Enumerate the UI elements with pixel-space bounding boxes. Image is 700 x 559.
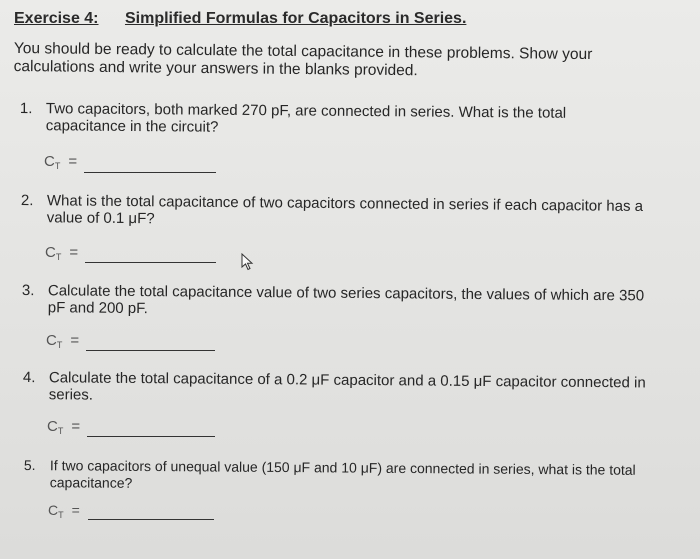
question-1 (19, 100, 660, 136)
question-2 (20, 192, 661, 228)
answer-symbol: C (44, 153, 55, 170)
question-number: 5. (23, 457, 36, 474)
question-text: What is the total capacitance of two capacitors connected in series if each capacitor has a value of 0.1 μF? (46, 192, 644, 228)
exercise-title: Simplified Formulas for Capacitors in Series. (124, 10, 467, 27)
answer-subscript: T (57, 426, 64, 436)
question-number: 3. (21, 282, 35, 300)
answer-blank-5[interactable] (88, 519, 214, 520)
answer-subscript: T (54, 161, 61, 171)
question-3 (21, 282, 662, 318)
question-number: 4. (22, 369, 36, 387)
answer-subscript: T (55, 252, 62, 262)
answer-symbol: C (46, 332, 57, 349)
question-text: Calculate the total capacitance value of two series capacitors, the values of which are 350 pF and 200 pF. (47, 282, 645, 318)
answer-blank-3[interactable] (86, 350, 215, 351)
question-text: If two capacitors of unequal value (150 μF and 10 μF) are connected in series, what is the total capacitance? (49, 457, 636, 491)
exercise-header (14, 10, 466, 28)
exercise-label: Exercise 4: (14, 10, 99, 27)
question-number: 1. (19, 100, 33, 118)
question-text: Calculate the total capacitance of a 0.2 μF capacitor and a 0.15 μF capacitor connected in series. (48, 369, 646, 404)
question-number: 2. (20, 192, 34, 210)
answer-symbol: C (45, 244, 56, 261)
answer-equals: = (70, 332, 80, 349)
answer-subscript: T (58, 510, 64, 520)
answer-equals: = (71, 502, 80, 518)
question-text: Two capacitors, both marked 270 pF, are connected in series. What is the total capacitance in the circuit? (45, 100, 567, 136)
instructions: You should be ready to calculate the total capacitance in these problems. Show your calculations and write your answers in the blanks provided. (13, 40, 593, 80)
answer-blank-1[interactable] (84, 172, 216, 173)
mouse-pointer-icon (240, 253, 256, 271)
answer-equals: = (69, 244, 79, 261)
question-5 (23, 457, 664, 491)
answer-symbol: C (48, 502, 59, 518)
answer-subscript: T (56, 340, 63, 350)
answer-equals: = (68, 153, 78, 170)
answer-label-1 (44, 153, 77, 171)
answer-blank-4[interactable] (87, 436, 215, 437)
answer-label-5 (48, 502, 80, 520)
question-4 (22, 369, 663, 404)
answer-blank-2[interactable] (85, 262, 216, 263)
answer-label-2 (45, 244, 78, 262)
answer-equals: = (71, 418, 81, 435)
answer-label-4 (47, 418, 80, 436)
answer-label-3 (46, 332, 79, 350)
answer-symbol: C (47, 418, 58, 435)
